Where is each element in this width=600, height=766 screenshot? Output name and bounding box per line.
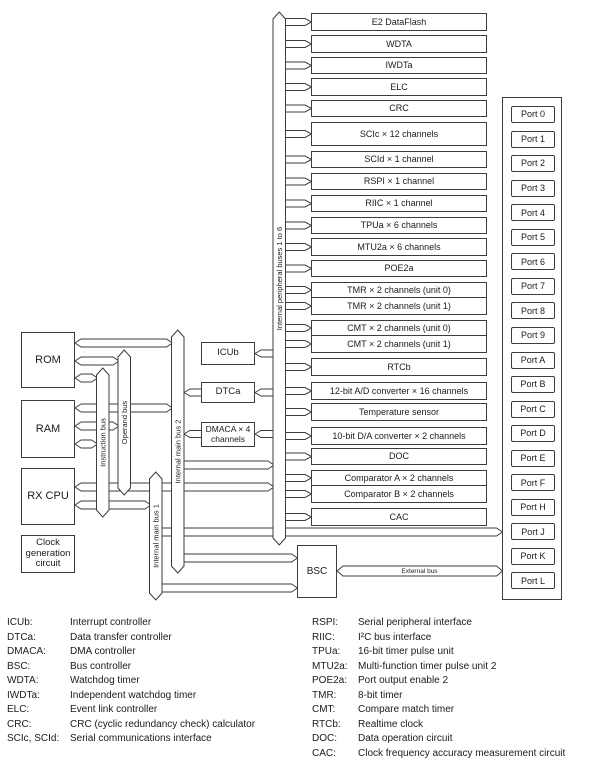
peripheralbus-block-connector — [286, 41, 312, 48]
legend-term: CRC: — [7, 718, 32, 730]
port-block: Port 9 — [511, 327, 555, 344]
legend-row — [312, 646, 592, 661]
legend-term: MTU2a: — [312, 660, 348, 672]
peripheralbus-block-connector — [286, 19, 312, 26]
port-block: Port 4 — [511, 204, 555, 221]
legend-row — [7, 646, 302, 661]
legend-row — [312, 748, 592, 763]
peripheralbus-block-connector — [286, 265, 312, 272]
mainbus2-dtca-link — [184, 389, 203, 396]
peripheral-block: SCId × 1 channel — [311, 151, 487, 168]
ram-instructionbus-link — [75, 440, 98, 448]
legend-left-column — [7, 617, 302, 748]
legend-term: DTCa: — [7, 631, 36, 643]
cpu-block: RX CPU — [21, 468, 75, 525]
peripheralbus-block-connector — [286, 84, 312, 91]
legend-definition: Compare match timer — [358, 704, 455, 715]
legend-term: DMACA: — [7, 646, 46, 657]
dtca-peripheralbus-link — [255, 389, 274, 396]
peripheral-block: 12-bit A/D converter × 16 channels — [311, 382, 487, 400]
legend-term: CMT: — [312, 704, 336, 715]
legend-row — [7, 661, 302, 676]
peripheral-block: MTU2a × 6 channels — [311, 238, 487, 256]
mainbus2-dmaca-link — [184, 431, 203, 438]
port-block: Port B — [511, 376, 555, 393]
instruction-bus-label: Instruction bus — [98, 418, 108, 467]
mainbus2-peripheralbus-link — [183, 461, 274, 469]
peripheralbus-block-connector — [286, 200, 312, 207]
legend-term: ELC: — [7, 704, 30, 715]
peripheral-block: 10-bit D/A converter × 2 channels — [311, 427, 487, 445]
legend-row — [7, 704, 302, 719]
port-block: Port J — [511, 523, 555, 540]
legend-definition: I²C bus interface — [358, 631, 432, 643]
legend-definition: Realtime clock — [358, 718, 424, 730]
mainbus1-bsc-link — [150, 584, 298, 592]
peripheral-block: Comparator A × 2 channels — [311, 470, 487, 486]
legend-term: IWDTa: — [7, 689, 40, 701]
peripheral-block: SCIc × 12 channels — [311, 122, 487, 146]
peripheral-block: CMT × 2 channels (unit 0) — [311, 320, 487, 336]
legend-term: ICUb: — [7, 617, 33, 628]
legend-term: WDTA: — [7, 675, 39, 686]
legend-row — [7, 733, 302, 748]
legend-row — [7, 617, 302, 632]
port-block: Port D — [511, 425, 555, 442]
rom-operandbus-link — [75, 357, 119, 365]
legend-row — [312, 690, 592, 705]
legend-row — [312, 632, 592, 647]
bus-to-ports-link — [150, 528, 503, 536]
peripheralbus-block-connector — [286, 303, 312, 310]
port-block: Port 3 — [511, 180, 555, 197]
mainbus2-bsc-link — [183, 554, 298, 562]
internal-main-bus-1-label: Internal main bus 1 — [151, 504, 161, 568]
icub-block: ICUb — [201, 342, 255, 365]
legend-row — [7, 719, 302, 734]
legend-definition: 8-bit timer — [358, 689, 403, 701]
rom-mainbus2-link — [75, 339, 173, 347]
legend-row — [312, 675, 592, 690]
legend-definition: Serial peripheral interface — [358, 617, 472, 628]
legend-definition: Interrupt controller — [70, 617, 152, 628]
port-block: Port 2 — [511, 155, 555, 172]
dmaca-peripheralbus-link — [255, 431, 274, 438]
peripheralbus-block-connector — [286, 325, 312, 332]
peripheralbus-block-connector — [286, 244, 312, 251]
legend-row — [312, 661, 592, 676]
rom-block: ROM — [21, 332, 75, 388]
legend-row — [312, 719, 592, 734]
ram-block: RAM — [21, 400, 75, 458]
port-block: Port 6 — [511, 253, 555, 270]
peripheral-block: Temperature sensor — [311, 403, 487, 421]
legend-term: RSPI: — [312, 617, 339, 628]
internal-peripheral-bus-label: Internal peripheral buses 1 to 6 — [274, 226, 284, 331]
peripheral-block: WDTA — [311, 35, 487, 53]
legend-row — [312, 733, 592, 748]
peripheral-block: CRC — [311, 100, 487, 117]
peripheral-block: CAC — [311, 508, 487, 526]
legend-term: CAC: — [312, 747, 336, 759]
legend-term: DOC: — [312, 733, 337, 744]
legend-definition: Multi-function timer pulse unit 2 — [358, 660, 497, 672]
port-block: Port L — [511, 572, 555, 589]
peripheral-block: E2 DataFlash — [311, 13, 487, 31]
legend-term: TPUa: — [312, 646, 341, 657]
legend-definition: Clock frequency accuracy measurement circuit — [358, 747, 566, 759]
legend-row — [7, 675, 302, 690]
legend-term: RIIC: — [312, 631, 335, 643]
legend-row — [7, 690, 302, 705]
peripheralbus-block-connector — [286, 131, 312, 138]
peripheral-block: ELC — [311, 78, 487, 96]
peripheral-block: TMR × 2 channels (unit 0) — [311, 282, 487, 298]
port-block: Port E — [511, 450, 555, 467]
legend-definition: Data operation circuit — [358, 733, 453, 744]
port-block: Port C — [511, 401, 555, 418]
peripheralbus-block-connector — [286, 105, 312, 112]
legend-term: POE2a: — [312, 675, 348, 686]
legend-definition: Port output enable 2 — [358, 675, 449, 686]
legend-row — [7, 632, 302, 647]
peripheralbus-block-connector — [286, 62, 312, 69]
peripheralbus-block-connector — [286, 475, 312, 482]
peripheral-block: TMR × 2 channels (unit 1) — [311, 297, 487, 315]
peripheral-block: RIIC × 1 channel — [311, 195, 487, 212]
legend-term: SCIc, SCId: — [7, 733, 60, 744]
port-block: Port 1 — [511, 131, 555, 148]
legend-definition: Data transfer controller — [70, 631, 172, 643]
port-block: Port K — [511, 548, 555, 565]
peripheralbus-block-connector — [286, 156, 312, 163]
rom-instructionbus-link — [75, 374, 98, 382]
peripheralbus-block-connector — [286, 388, 312, 395]
legend-right-column — [312, 617, 592, 762]
external-bus-label: External bus — [401, 568, 438, 575]
legend-definition: Bus controller — [70, 660, 132, 672]
port-block: Port 7 — [511, 278, 555, 295]
port-block: Port F — [511, 474, 555, 491]
peripheral-block: CMT × 2 channels (unit 1) — [311, 335, 487, 353]
cpu-mainbus1-link — [75, 501, 151, 509]
peripheralbus-block-connector — [286, 178, 312, 185]
legend-row — [312, 704, 592, 719]
internal-main-bus-2-label: Internal main bus 2 — [173, 419, 183, 484]
legend-definition: Watchdog timer — [70, 675, 140, 686]
port-block: Port A — [511, 352, 555, 369]
peripheralbus-block-connector — [286, 409, 312, 416]
port-block: Port 0 — [511, 106, 555, 123]
legend-term: TMR: — [312, 689, 337, 701]
peripheralbus-block-connector — [286, 491, 312, 498]
peripheralbus-block-connector — [286, 287, 312, 294]
peripheralbus-block-connector — [286, 433, 312, 440]
peripheral-block: TPUa × 6 channels — [311, 217, 487, 234]
operand-bus-label: Operand bus — [119, 400, 129, 445]
clock-generation-block: Clock generation circuit — [21, 535, 75, 573]
peripheral-block: RTCb — [311, 358, 487, 376]
legend-definition: Serial communications interface — [70, 733, 212, 744]
peripheralbus-block-connector — [286, 453, 312, 460]
legend-term: BSC: — [7, 660, 31, 672]
legend-definition: DMA controller — [70, 646, 136, 657]
peripheral-block: Comparator B × 2 channels — [311, 485, 487, 503]
peripheral-block: POE2a — [311, 260, 487, 277]
legend-definition: Independent watchdog timer — [70, 689, 197, 701]
peripheralbus-block-connector — [286, 364, 312, 371]
port-block: Port 8 — [511, 302, 555, 319]
dtca-block: DTCa — [201, 382, 255, 403]
peripheralbus-block-connector — [286, 341, 312, 348]
icub-peripheralbus-link — [255, 350, 274, 357]
peripheral-block: DOC — [311, 448, 487, 465]
port-block: Port 5 — [511, 229, 555, 246]
legend-definition: Event link controller — [70, 704, 158, 715]
legend-definition: 16-bit timer pulse unit — [358, 646, 454, 657]
peripheralbus-block-connector — [286, 222, 312, 229]
peripheral-block: RSPI × 1 channel — [311, 173, 487, 190]
legend-definition: CRC (cyclic redundancy check) calculator — [70, 718, 256, 730]
dmaca-block: DMACA × 4 channels — [201, 422, 255, 447]
port-block: Port H — [511, 499, 555, 516]
bsc-block: BSC — [297, 545, 337, 598]
peripheral-block: IWDTa — [311, 57, 487, 74]
peripheralbus-block-connector — [286, 514, 312, 521]
legend-term: RTCb: — [312, 718, 341, 730]
port-column — [502, 97, 562, 600]
legend-row — [312, 617, 592, 632]
